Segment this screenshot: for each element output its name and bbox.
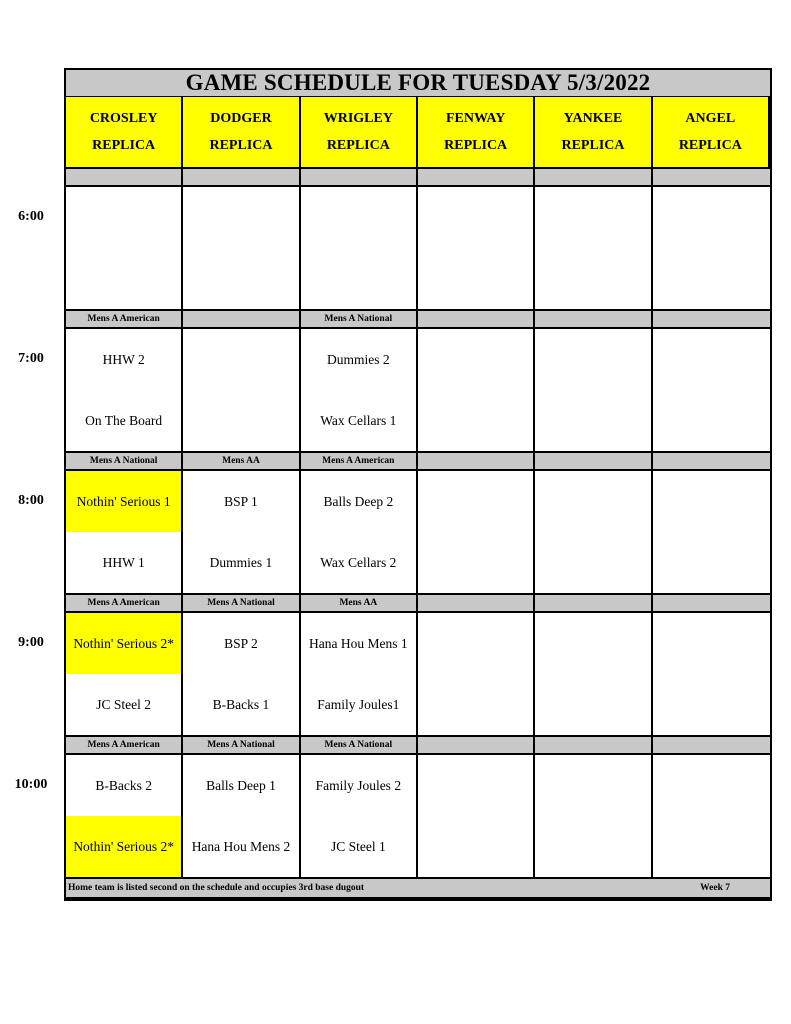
game-slot [66, 187, 183, 311]
away-team: Hana Hou Mens 1 [309, 635, 408, 651]
league-label [301, 169, 418, 187]
league-label: Mens A American [66, 737, 183, 755]
league-label: Mens A National [66, 453, 183, 471]
away-team: Balls Deep 2 [323, 493, 394, 509]
home-team [418, 532, 533, 593]
schedule-table [64, 68, 772, 901]
home-team [418, 390, 533, 451]
league-label: Mens A American [66, 311, 183, 329]
league-label [418, 737, 535, 755]
time-label: 6:00 [18, 209, 44, 224]
home-team [535, 816, 650, 877]
field-header-angel [653, 97, 770, 169]
away-team [418, 755, 533, 816]
league-label [653, 453, 770, 471]
game-slot [66, 329, 183, 453]
home-team: Hana Hou Mens 2 [191, 838, 291, 854]
away-team [301, 187, 416, 248]
away-team [653, 187, 770, 248]
home-team: JC Steel 2 [96, 696, 152, 712]
week-label: Week 7 [700, 883, 730, 893]
game-slot [418, 755, 535, 879]
league-label [535, 169, 652, 187]
time-label: 9:00 [18, 635, 44, 650]
league-label: Mens A American [301, 453, 418, 471]
field-header-wrigley [301, 97, 418, 169]
home-team [535, 390, 650, 451]
home-team [418, 674, 533, 735]
field-name: CROSLEY [89, 111, 158, 126]
game-slot [653, 329, 770, 453]
home-team: Nothin' Serious 2* [66, 816, 181, 877]
away-team: Dummies 2 [327, 351, 390, 367]
game-slot [418, 187, 535, 311]
game-slot [653, 187, 770, 311]
away-team [418, 471, 533, 532]
game-slot [183, 187, 300, 311]
away-team [418, 329, 533, 390]
league-label [653, 595, 770, 613]
field-type: REPLICA [92, 138, 156, 153]
away-team: B-Backs 2 [95, 777, 152, 793]
footer-bar [66, 879, 770, 897]
away-team [183, 329, 298, 390]
home-team [653, 390, 770, 451]
game-slot [301, 471, 418, 595]
game-slot [183, 755, 300, 879]
field-header-crosley [66, 97, 183, 169]
game-slot [66, 755, 183, 879]
away-team [535, 329, 650, 390]
field-name: WRIGLEY [323, 111, 393, 126]
schedule-title: GAME SCHEDULE FOR TUESDAY 5/3/2022 [66, 70, 770, 97]
league-label: Mens AA [183, 453, 300, 471]
league-label: Mens A National [301, 311, 418, 329]
home-team: Dummies 1 [209, 554, 273, 570]
home-team: Family Joules1 [317, 696, 400, 712]
league-label [535, 737, 652, 755]
home-team [653, 248, 770, 309]
game-slot [418, 329, 535, 453]
home-team [653, 532, 770, 593]
game-slot [301, 613, 418, 737]
game-slot [183, 613, 300, 737]
home-team: Wax Cellars 1 [320, 412, 397, 428]
game-slot [418, 471, 535, 595]
time-label: 8:00 [18, 493, 44, 508]
field-type: REPLICA [678, 138, 742, 153]
home-team [183, 390, 298, 451]
field-header-yankee [535, 97, 652, 169]
away-team [418, 187, 533, 248]
game-slot [66, 613, 183, 737]
game-slot [301, 187, 418, 311]
away-team [66, 187, 181, 248]
league-label [183, 169, 300, 187]
away-team [653, 471, 770, 532]
home-team [66, 248, 181, 309]
league-label: Mens AA [301, 595, 418, 613]
game-slot [535, 755, 652, 879]
home-team [535, 532, 650, 593]
home-team [535, 674, 650, 735]
home-team [653, 674, 770, 735]
away-team: BSP 2 [224, 635, 258, 651]
field-type: REPLICA [209, 138, 273, 153]
league-label [418, 453, 535, 471]
game-slot [653, 613, 770, 737]
league-label [418, 169, 535, 187]
away-team [535, 755, 650, 816]
league-label: Mens A National [183, 595, 300, 613]
away-team [418, 613, 533, 674]
league-label [183, 311, 300, 329]
home-team [301, 248, 416, 309]
game-slot [653, 755, 770, 879]
away-team: Family Joules 2 [315, 777, 402, 793]
away-team [535, 471, 650, 532]
league-label [418, 311, 535, 329]
game-slot [535, 329, 652, 453]
game-slot [66, 471, 183, 595]
league-label [535, 311, 652, 329]
field-type: REPLICA [326, 138, 390, 153]
away-team [535, 613, 650, 674]
away-team [535, 187, 650, 248]
home-team: JC Steel 1 [330, 838, 386, 854]
league-label [535, 595, 652, 613]
league-label [653, 311, 770, 329]
time-label: 10:00 [14, 777, 48, 792]
game-slot [535, 187, 652, 311]
game-slot [301, 755, 418, 879]
game-slot [418, 613, 535, 737]
game-slot [183, 329, 300, 453]
field-name: DODGER [210, 111, 272, 126]
field-name: FENWAY [445, 111, 506, 126]
league-label: Mens A National [183, 737, 300, 755]
away-team: Balls Deep 1 [206, 777, 276, 793]
field-type: REPLICA [444, 138, 508, 153]
field-type: REPLICA [561, 138, 625, 153]
away-team: BSP 1 [224, 493, 258, 509]
away-team [183, 187, 298, 248]
away-team: HHW 2 [102, 351, 145, 367]
home-team [418, 816, 533, 877]
home-team: Wax Cellars 2 [320, 554, 397, 570]
game-slot [535, 471, 652, 595]
time-label: 7:00 [18, 351, 44, 366]
league-label [535, 453, 652, 471]
home-team: On The Board [85, 412, 163, 428]
home-team: HHW 1 [102, 554, 145, 570]
league-label: Mens A American [66, 595, 183, 613]
field-name: YANKEE [563, 111, 623, 126]
away-team: Nothin' Serious 2* [66, 613, 181, 674]
away-team [653, 329, 770, 390]
game-slot [183, 471, 300, 595]
home-team: B-Backs 1 [212, 696, 270, 712]
away-team [653, 755, 770, 816]
game-slot [301, 329, 418, 453]
field-header-dodger [183, 97, 300, 169]
field-name: ANGEL [685, 111, 736, 126]
league-label [653, 737, 770, 755]
home-team [418, 248, 533, 309]
league-label [66, 169, 183, 187]
game-slot [535, 613, 652, 737]
field-header-fenway [418, 97, 535, 169]
footer-note: Home team is listed second on the schedule and occupies 3rd base dugout [68, 883, 365, 893]
home-team [653, 816, 770, 877]
league-label [653, 169, 770, 187]
away-team [653, 613, 770, 674]
league-label [418, 595, 535, 613]
league-label: Mens A National [301, 737, 418, 755]
game-slot [653, 471, 770, 595]
away-team: Nothin' Serious 1 [66, 471, 181, 532]
home-team [535, 248, 650, 309]
home-team [183, 248, 298, 309]
